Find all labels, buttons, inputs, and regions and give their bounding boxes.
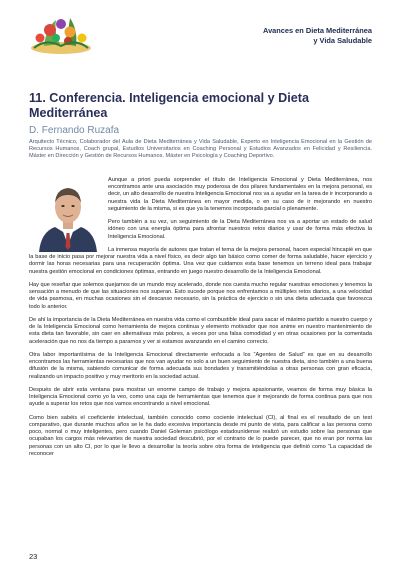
- author-bio: Arquitecto Técnico, Colaborador del Aula de Dieta Mediterránea y Vida Saludable, Experto en Inteligencia Emocional en la Gestión de Recursos Humanos, Coach grupal, Estudios Universitarios en Coaching Personal y Estudios Avanzados en Felicidad y Resiliencia. Máster en Dirección y Gestión de Recursos Humanos. Máster en Psicología y Coaching Deportivo.: [29, 139, 372, 160]
- photo-wrap-space: [29, 177, 108, 249]
- paragraph: Después de abrir esta ventana para mostrar un enorme campo de trabajo y mejora apasionante, veamos de forma muy básica la Inteligencia Emocional como yo la veo, como una caja de herramientas que tenemos que ir mejorando de forma continua para que nos ayude a superar los retos que nos vamos encontrando a nivel emocional.: [29, 387, 372, 408]
- page-number: 23: [29, 552, 38, 561]
- paragraph: De ahí la importancia de la Dieta Mediterránea en nuestra vida como el combustible ideal para sacar el máximo partido a nuestro cuerpo y de la Inteligencia Emocional como herramienta de mejora continua y elemento motivador que nos anime en nuestro mantenimiento de esta dieta tan favorable, sin caer en alternativas más pobres, a veces por una falsa comodidad y en otras ocasiones por la comentada aceleración que no nos da tiempo a pararnos y ver si estamos avanzando en el camino correcto.: [29, 317, 372, 345]
- running-header: [263, 26, 372, 45]
- paragraph: Pero también a su vez, un seguimiento de la Dieta Mediterránea nos va a aportar un estado de salud idóneo con una energía óptima para afrontar nuestros retos diarios y usar de forma más efectiva la Inteligencia Emocional.: [108, 219, 372, 240]
- header-line-1: Avances en Dieta Mediterránea: [263, 26, 372, 35]
- paragraph: Hay que reseñar que solemos quejarnos de un mundo muy acelerado, donde nos cuesta mucho regular nuestras emociones y tenemos la sensación a menudo de que las situaciones nos superan. Esto sucede porque nos enfrentamos a múltiples retos diarios, a una velocidad de vida pasmosa, en muchas ocasiones sin el descanso necesario, sin la práctica de ejercicio o sin una dieta adecuada que favorezca todo lo anterior.: [29, 282, 372, 310]
- paragraph: Como bien sabéis el coeficiente intelectual, también conocido como cociente intelectual (CI), al final es el resultado de un test comparativo, que durante muchos años se le ha dado excesiva importancia desde mi punto de vista, para calificar a las persona como poco, normal o muy inteligentes, pero cuando Daniel Goleman psicólogo estadounidense realizó un estudio sobre las personas que ocupaban los cargos más relevantes de nuestra sociedad descubrió, por el contrario de lo puede parecer, que no eran por norma las personas con un alto CI, por lo que le llevo a desarrollar la teoría sobre otra forma de inteligencia que definió como “La capacidad de reconocer: [29, 414, 372, 457]
- section-title: 11. Conferencia. Inteligencia emocional y Dieta Mediterránea: [29, 91, 309, 120]
- author-name: D. Fernando Ruzafa: [29, 125, 120, 136]
- header-line-2: y Vida Saludable: [313, 35, 372, 45]
- mediterranean-diet-logo-icon: [26, 8, 96, 56]
- article-body: [29, 177, 372, 464]
- paragraph: Aunque a priori pueda sorprender el título de Inteligencia Emocional y Dieta Mediterránea, nos encontramos ante una asociación muy poderosa de dos pilares fundamentales en la mejora personal, es decir, un alto desarrollo de nuestra Inteligencia Emocional nos va a ayudar en la tarea de ir incorporando a nuestra vida la Dieta Mediterránea en mayor medida, o en su caso de ir mejorando en nuestro seguimiento de la misma, si es que ya la tenemos incorporada parcial o plenamente.: [108, 177, 373, 212]
- paragraph: La inmensa mayoría de autores que tratan el tema de la mejora personal, hacen especial hincapié en que la base de inicio pasa por mejorar nuestra vida a nivel físico, es decir algo tan básico como comer de forma saludable, hacer ejercicio y dormir las horas necesarias para una recuperación óptima. Una vez que cuidamos esta base tenemos un terreno ideal para trabajar nuestra gestión emocional en condiciones óptimas, entrando en juego nuestro desarrollo de la Inteligencia Emocional.: [29, 247, 372, 275]
- paragraph: Otra labor importantísima de la Inteligencia Emocional directamente enfocada a los “Agentes de Salud” es que en su desarrollo encontramos las herramientas necesarias que nos van ayudar no solo a un buen seguimiento de nuestra dieta, sino también a una buena difusión de la misma, sabiendo comunicar de forma adecuada sus bondades y transmitiéndolas a otras personas con gran eficacia, realizando un impacto positivo y muy meritorio en la sociedad actual.: [29, 352, 372, 380]
